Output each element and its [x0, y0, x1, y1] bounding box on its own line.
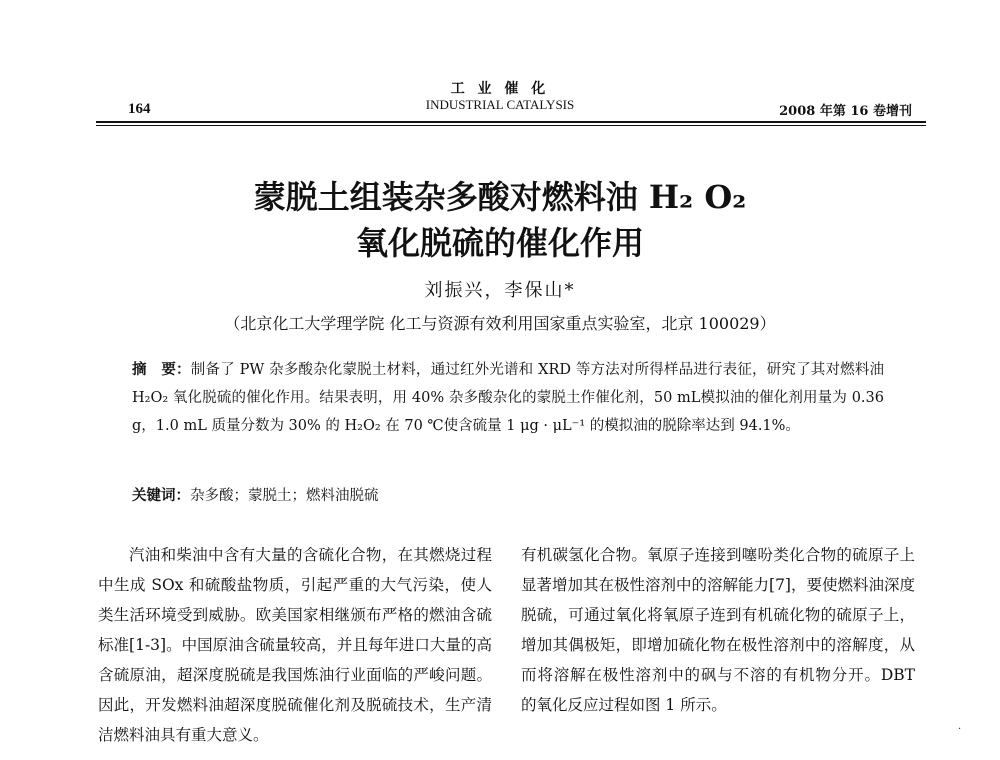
- keywords-text: 杂多酸；蒙脱土；燃料油脱硫: [190, 488, 379, 504]
- body-column-right: 有机碳氢化合物。氧原子连接到噻吩类化合物的硫原子上显著增加其在极性溶剂中的溶解能力[7]，要使燃料油深度脱硫，可通过氧化将氧原子连到有机硫化物的硫原子上，增加其偶极矩，即增加硫化物在极性溶剂中的溶解度，从而将溶解在极性溶剂中的砜与不溶的有机物分开。DBT 的氧化反应过程如图 1 所示。: [521, 546, 915, 714]
- abstract-label: 摘 要：: [132, 362, 191, 378]
- keywords-label: 关键词：: [132, 488, 190, 504]
- header-rule-thin: [96, 125, 926, 126]
- keywords: [132, 484, 884, 505]
- header-rule-thick: [96, 121, 926, 123]
- scan-mark: ·: [958, 724, 962, 735]
- abstract: [132, 356, 884, 440]
- journal-name-cn: 工 业 催 化: [450, 81, 550, 97]
- authors: 刘振兴，李保山*: [424, 280, 576, 301]
- page-number: 164: [128, 101, 151, 117]
- body-column-left: 汽油和柴油中含有大量的含硫化合物，在其燃烧过程中生成 SOx 和硫酸盐物质，引起严重的大气污染，使人类生活环境受到威胁。欧美国家相继颁布严格的燃油含硫标准[1-3]。中国原油含硫量较高，并且每年进口大量的高含硫原油，超深度脱硫是我国炼油行业面临的严峻问题。因此，开发燃料油超深度脱硫催化剂及脱硫技术，生产清洁燃料油具有重大意义。: [98, 546, 492, 744]
- abstract-text: 制备了 PW 杂多酸杂化蒙脱土材料，通过红外光谱和 XRD 等方法对所得样品进行表征，研究了其对燃料油 H₂O₂ 氧化脱硫的催化作用。结果表明，用 40% 杂多酸杂化的蒙脱土作催化剂，50 mL模拟油的催化剂用量为 0.36 g，1.0 mL 质量分数为 30% 的 H₂O₂ 在 70 ℃使含硫量 1 μg · μL⁻¹ 的模拟油的脱除率达到 94.1%。: [132, 362, 885, 434]
- title-line-1: 蒙脱土组装杂多酸对燃料油 H₂ O₂: [253, 178, 747, 216]
- title-line-2: 氧化脱硫的催化作用: [355, 224, 644, 262]
- affiliation: （北京化工大学理学院 化工与资源有效利用国家重点实验室，北京 100029）: [224, 314, 776, 333]
- issue-info: 2008 年第 16 卷增刊: [779, 104, 912, 119]
- journal-name-en: INDUSTRIAL CATALYSIS: [425, 97, 575, 112]
